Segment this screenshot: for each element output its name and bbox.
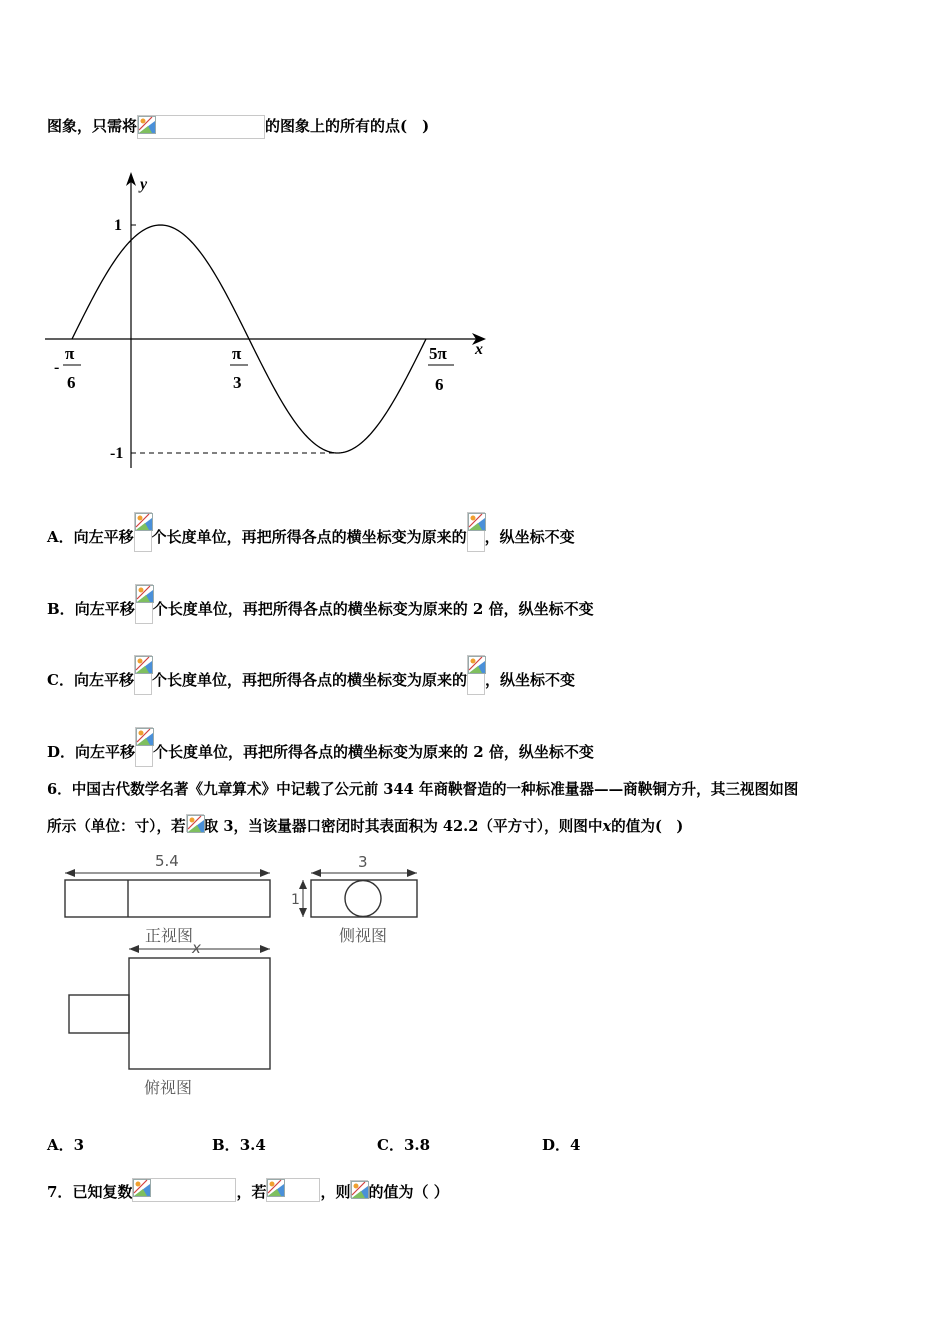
choice-letter: B． [212,1136,240,1154]
tick-pi-b: π [232,344,242,363]
x-axis-label: x [475,341,483,358]
formula-image-placeholder [467,512,485,552]
q6-text: 中国古代数学名著《九章算术》中记载了公元前 344 年商鞅督造的一种标准量器——商鞅铜方升，其三视图如图 [71,781,799,798]
q7-text: 的值为（ ） [368,1183,449,1201]
question-number: 6． [47,781,72,798]
q5-stem [47,115,429,139]
option-letter: C． [47,671,74,689]
side-dim-label: 3 [358,853,368,871]
broken-image-icon [133,1179,151,1197]
choice-letter: A． [47,1136,74,1154]
q6-text: 的值为( ) [611,818,684,835]
side-view-label: 侧视图 [339,926,388,945]
formula-image-placeholder [132,1178,236,1202]
option-text: 个长度单位，再把所得各点的横坐标变为原来的 [151,528,467,546]
q5-option-d [47,733,594,773]
q6-choice-b [212,1135,266,1155]
tick-pi-a: π [65,344,75,363]
top-view-main [129,958,270,1069]
tick-y-1: 1 [114,217,122,234]
top-dim-label: x [192,939,201,957]
broken-image-icon [468,513,486,531]
broken-image-icon [187,815,205,833]
tick-six-b: 6 [435,375,444,394]
q5-option-c [47,661,575,701]
tick-neg-sign: - [54,359,60,376]
choice-value: 3.4 [239,1136,266,1154]
broken-image-icon [136,728,154,746]
option-text: ，纵坐标不变 [484,671,575,689]
broken-image-icon [136,585,154,603]
q7-text: ，则 [320,1183,351,1201]
formula-image-placeholder [135,727,153,767]
tick-three: 3 [233,373,242,392]
q7-text: 已知复数 [72,1183,133,1201]
y-axis-label: y [140,176,148,193]
option-text: 向左平移 [73,671,134,689]
q5-option-a [47,518,575,558]
q6-line2 [47,817,683,837]
side-view-circle [345,881,381,917]
choice-value: 3 [73,1136,85,1154]
option-text: 个长度单位，再把所得各点的横坐标变为原来的 2 倍，纵坐标不变 [152,600,594,618]
sine-graph [40,168,500,478]
top-view-handle [69,995,129,1033]
q5-stem-suffix: 的图象上的所有的点( ) [265,117,430,135]
tick-six-a: 6 [67,373,76,392]
q5-stem-prefix: 图象，只需将 [47,117,138,135]
formula-image-placeholder [350,1180,368,1198]
formula-image-placeholder [134,512,152,552]
formula-image-placeholder [266,1178,320,1202]
broken-image-icon [135,656,153,674]
q6-text: 取 3，当该量器口密闭时其表面积为 42.2（平方寸），则图中 [203,818,603,835]
option-text: 个长度单位，再把所得各点的横坐标变为原来的 2 倍，纵坐标不变 [153,743,594,761]
formula-image-placeholder [134,655,152,695]
front-view-label: 正视图 [145,926,194,945]
choice-value: 4 [570,1136,581,1154]
front-dim-label: 5.4 [155,852,179,870]
choice-letter: C． [377,1136,404,1154]
option-text: 个长度单位，再把所得各点的横坐标变为原来的 [151,671,467,689]
q6-variable-x: x [602,818,612,835]
q7-text: ，若 [236,1183,267,1201]
q6-text: 所示（单位：寸），若 [47,818,186,835]
option-letter: B． [47,600,75,618]
q6-choice-d [542,1135,580,1155]
option-text: 向左平移 [75,743,136,761]
three-view-figure [55,852,435,1102]
option-text: ，纵坐标不变 [484,528,575,546]
broken-image-icon [468,656,486,674]
tick-five-pi: 5π [429,344,447,363]
top-view-label: 俯视图 [144,1078,193,1097]
question-number: 7． [47,1183,73,1201]
broken-image-icon [267,1179,285,1197]
formula-image-placeholder [135,584,153,624]
q6-line1 [47,780,798,800]
choice-letter: D． [542,1136,571,1154]
tick-y-neg1: -1 [110,445,124,462]
formula-image-placeholder [137,115,265,139]
formula-image-placeholder [186,814,204,832]
option-text: 向左平移 [73,528,134,546]
option-text: 向左平移 [74,600,135,618]
option-letter: A． [47,528,74,546]
side-view [311,880,417,917]
q5-option-b [47,590,594,630]
broken-image-icon [138,116,156,134]
option-letter: D． [47,743,76,761]
choice-value: 3.8 [403,1136,431,1154]
front-view [65,880,270,917]
broken-image-icon [135,513,153,531]
q7-line [47,1181,449,1205]
height-dim-label: 1 [291,892,300,908]
q6-choice-c [377,1135,430,1155]
q6-choice-a [47,1135,84,1155]
broken-image-icon [351,1181,369,1199]
formula-image-placeholder [467,655,485,695]
